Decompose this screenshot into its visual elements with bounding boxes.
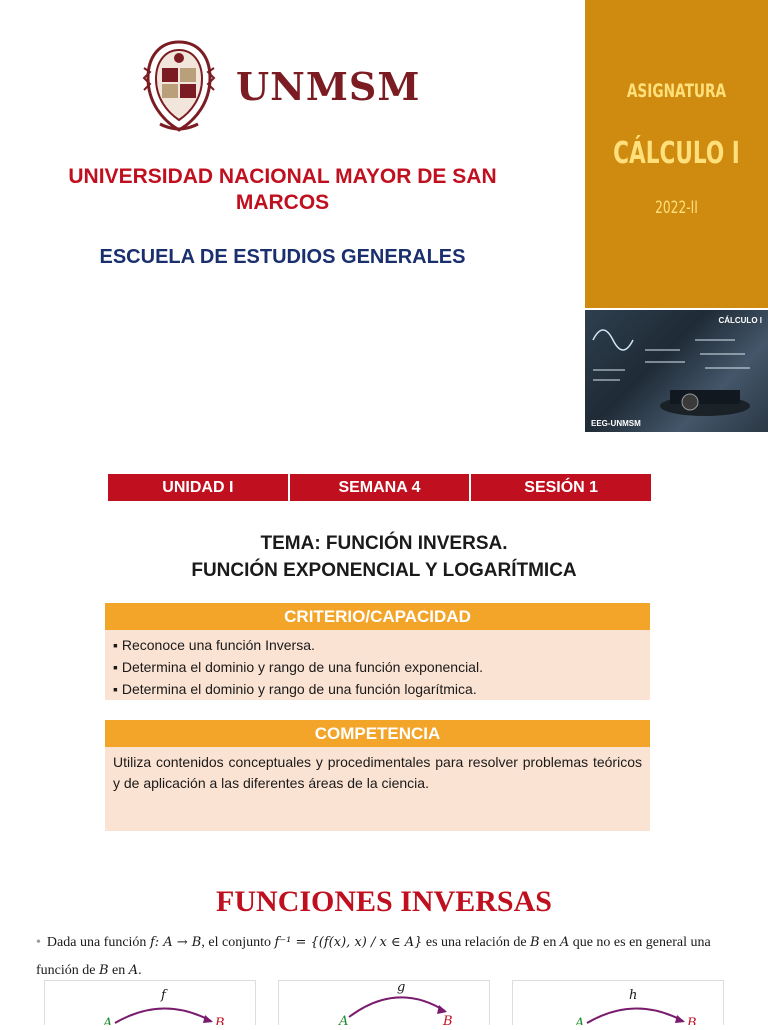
bullet-icon: • [36,935,41,950]
brand-wordmark: UNMSM [236,64,421,109]
mapping-diagram [44,980,256,1025]
school-name: ESCUELA DE ESTUDIOS GENERALES [99,246,466,268]
unit-label: UNIDAD I [108,474,290,501]
section-title: FUNCIONES INVERSAS [216,885,552,918]
course-panel [585,0,768,308]
domain-label: A [339,1014,349,1025]
cover-image-footer: EEG-UNMSM [591,419,641,428]
topic-line-1: TEMA: FUNCIÓN INVERSA. [260,533,508,554]
course-term: 2022-II [655,198,698,218]
unit-info-bar [108,474,651,501]
function-label: f [161,988,166,1003]
criterio-item: ▪ Reconoce una función Inversa. [113,637,315,653]
function-label: h [629,988,638,1003]
domain-label: A [103,1016,113,1025]
criterio-box [105,603,650,700]
cover-image-title: CÁLCULO I [718,316,762,325]
competencia-box [105,720,650,831]
competencia-title: COMPETENCIA [105,720,650,747]
course-panel-label: ASIGNATURA [626,80,727,102]
criterio-item: ▪ Determina el dominio y rango de una función logarítmica. [113,681,477,697]
topic-heading [60,530,708,584]
domain-label: A [575,1016,585,1025]
university-name: UNIVERSIDAD NACIONAL MAYOR DE SAN MARCOS [68,165,497,214]
function-label: g [397,981,406,995]
section-paragraph: • Dada una función f: A → B, el conjunto f⁻¹ = {(f(x), x) / x ∈ A} es una relación de B en A que no es en general una función de B en A. [36,935,711,978]
university-seal-logo [140,38,218,134]
criterio-title: CRITERIO/CAPACIDAD [105,603,650,630]
course-cover-image [585,310,768,432]
criterio-item: ▪ Determina el dominio y rango de una función exponencial. [113,659,483,675]
mapping-diagram [278,980,490,1025]
competencia-text: Utiliza contenidos conceptuales y procedimentales para resolver problemas teóricos y de aplicación a las diferentes áreas de la ciencia. [105,747,650,831]
codomain-label: B [215,1016,225,1025]
week-label: SEMANA 4 [290,474,472,501]
criterio-list [105,630,650,700]
course-name: CÁLCULO I [613,136,740,171]
codomain-label: B [687,1016,697,1025]
codomain-label: B [443,1014,453,1025]
topic-line-2: FUNCIÓN EXPONENCIAL Y LOGARÍTMICA [191,560,577,581]
mapping-diagram [512,980,724,1025]
session-label: SESIÓN 1 [471,474,651,501]
